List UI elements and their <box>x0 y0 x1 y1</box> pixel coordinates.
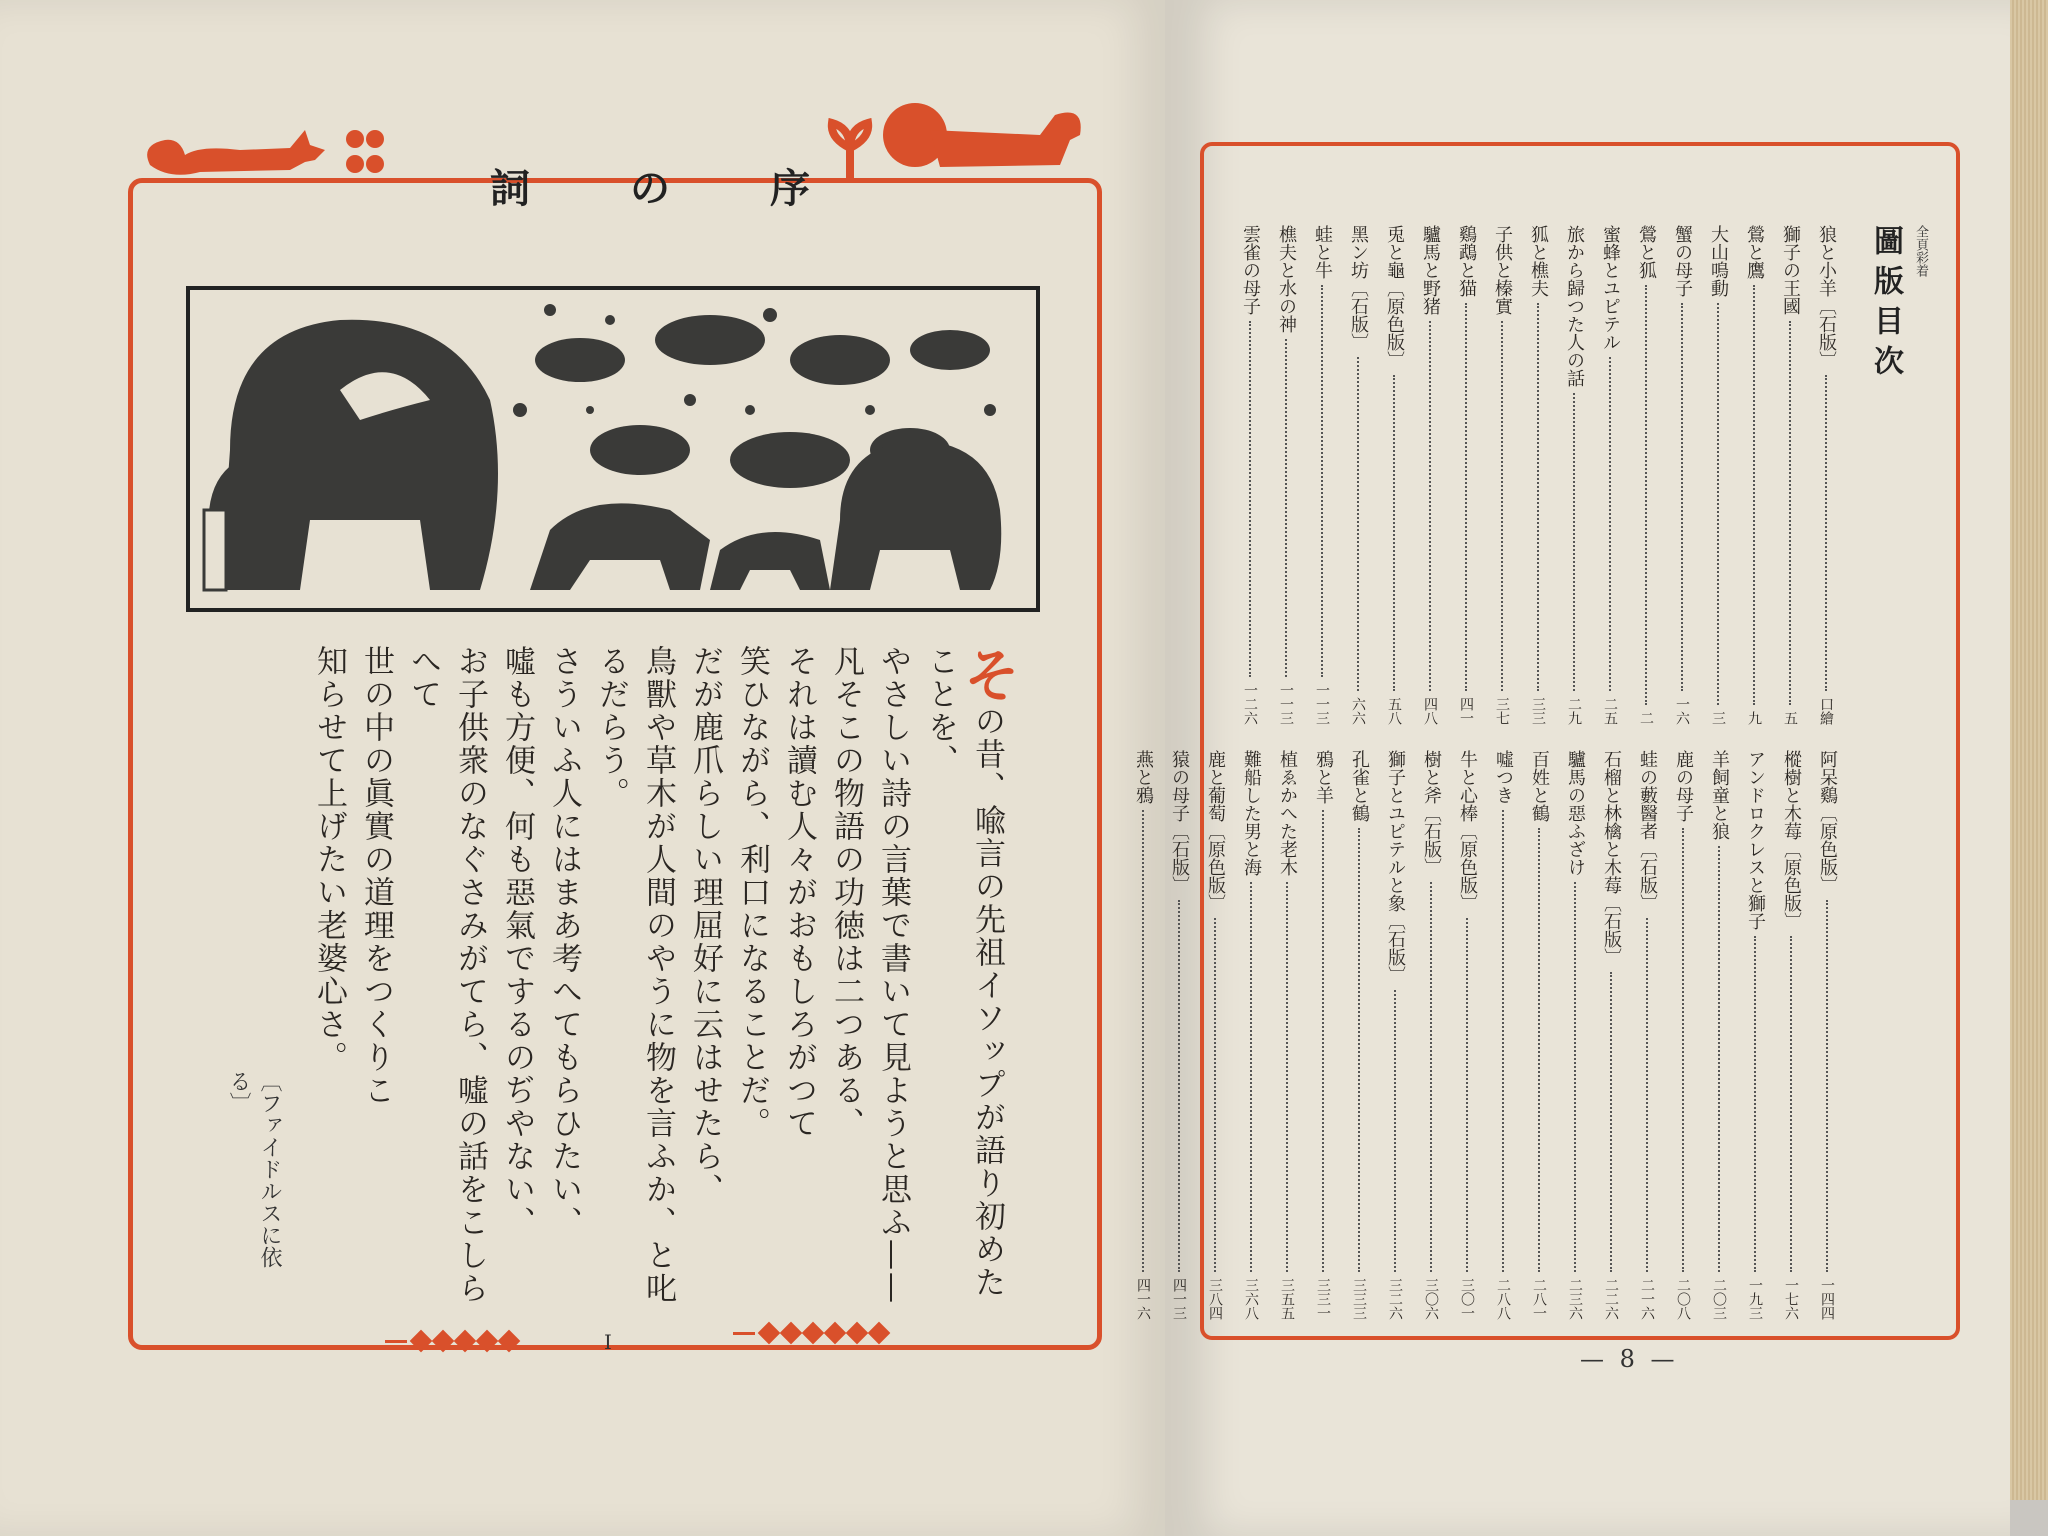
toc-entry-page: 三三 <box>1530 697 1546 725</box>
toc-entry-leader <box>1394 990 1396 1272</box>
toc-entry-leader <box>1214 918 1216 1272</box>
toc-entry-page: 二九 <box>1566 697 1582 725</box>
toc-entry-page: 五八 <box>1386 697 1402 725</box>
toc-subtitle-a: 全頁 <box>1913 225 1928 251</box>
body-line: 鳥獸や草木が人間のやうに物を言ふか、と叱るだらう。 <box>593 645 676 1305</box>
toc-subtitle <box>1911 225 1930 725</box>
toc-entry-page: 三五五 <box>1279 1278 1295 1320</box>
toc-upper-section <box>1230 225 1930 725</box>
toc-entry-leader <box>1466 918 1468 1272</box>
toc-entry <box>1740 750 1770 1320</box>
toc-entry <box>1416 750 1446 1320</box>
toc-entry-page: 九 <box>1746 711 1762 725</box>
toc-entry-page: 二八八 <box>1495 1278 1511 1320</box>
title-char: 序 <box>770 164 810 212</box>
toc-entry-label: 鶯と鷹 <box>1744 225 1765 279</box>
toc-entry-label: 樹と斧〔石版〕 <box>1421 750 1442 876</box>
toc-entry <box>1379 225 1409 725</box>
toc-entry <box>1775 225 1805 725</box>
toc-entry <box>1811 225 1841 725</box>
toc-entry-leader <box>1285 339 1287 677</box>
toc-entry <box>1559 225 1589 725</box>
toc-entry-leader <box>1286 882 1288 1272</box>
toc-entry-label: 鷄鵡と猫 <box>1456 225 1477 297</box>
toc-entry-leader <box>1790 936 1792 1272</box>
toc-entry-label: 雲雀の母子 <box>1240 225 1261 315</box>
toc-entry-label: 噓つき <box>1493 750 1514 804</box>
toc-entry-label: 子供と榛實 <box>1492 225 1513 315</box>
toc-entry-label: 獅子とユピテルと象〔石版〕 <box>1385 750 1406 984</box>
drop-cap: そ <box>953 645 1021 705</box>
toc-entry-leader <box>1322 810 1324 1272</box>
toc-entry-leader <box>1645 285 1647 705</box>
toc-entry-page: 三二六 <box>1387 1278 1403 1320</box>
toc-entry-page: 三七 <box>1494 697 1510 725</box>
fox-ornament-icon <box>140 120 340 190</box>
toc-entry-page: 四一六 <box>1135 1278 1151 1320</box>
toc-entry-page: 三六八 <box>1243 1278 1259 1320</box>
toc-entry-page: 三三一 <box>1315 1278 1331 1320</box>
body-line-text: の昔、喩言の先祖イソップが語り初めたことを、 <box>922 645 1005 1299</box>
toc-entry-page: 二〇三 <box>1711 1278 1727 1320</box>
toc-entry-page: 四一 <box>1458 697 1474 725</box>
toc-entry-label: 黑ン坊〔石版〕 <box>1348 225 1369 351</box>
body-line: やさしい詩の言葉で書いて見ようと思ふ—— <box>875 645 911 1305</box>
toc-entry-leader <box>1465 303 1467 691</box>
toc-entry-label: 鹿の母子 <box>1673 750 1694 822</box>
toc-entry-leader <box>1717 303 1719 705</box>
source-credit: 〔ファイドルスに依る〕 <box>226 1070 282 1268</box>
footer-ornament-right <box>733 1325 887 1341</box>
toc-entry <box>1200 750 1230 1320</box>
toc-entry-label: 蛙と牛 <box>1312 225 1333 279</box>
toc-entry-page: 二二六 <box>1603 1278 1619 1320</box>
body-line: さういふ人にはまあ考へてもらひたい、 <box>546 645 582 1239</box>
toc-entry-label: 牛と心棒〔原色版〕 <box>1457 750 1478 912</box>
toc-entry-label: 樅樹と木莓〔原色版〕 <box>1781 750 1802 930</box>
toc-entry <box>1164 750 1194 1320</box>
toc-entry-label: 樵夫と水の神 <box>1276 225 1297 333</box>
toc-entry-label: 阿呆鷄〔原色版〕 <box>1817 750 1838 894</box>
toc-entry-page: 二三六 <box>1567 1278 1583 1320</box>
toc-entry-leader <box>1610 972 1612 1272</box>
toc-entry-page: 三〇六 <box>1423 1278 1439 1320</box>
toc-entry-page: 二八一 <box>1531 1278 1547 1320</box>
toc-entry-page: 五 <box>1782 711 1798 725</box>
toc-entry-label: 鶯と狐 <box>1636 225 1657 279</box>
body-line: 噓も方便、何も惡氣でするのぢやない、 <box>499 645 535 1239</box>
toc-entry-label: 燕と鴉 <box>1133 750 1154 804</box>
toc-entry-label: 狐と樵夫 <box>1528 225 1549 297</box>
toc-entry-leader <box>1537 303 1539 691</box>
toc-lower-section <box>1133 750 1930 1320</box>
toc-entry <box>1739 225 1769 725</box>
toc-entry-page: 三〇一 <box>1459 1278 1475 1320</box>
toc-entry-leader <box>1574 882 1576 1272</box>
toc-subtitle-b: 彩着 <box>1913 251 1928 277</box>
toc-entry-page: 一二六 <box>1242 683 1258 725</box>
preface-title <box>490 150 810 220</box>
toc-entry-label: 蜜蜂とユピテル <box>1600 225 1621 351</box>
toc-entry-page: 六六 <box>1350 697 1366 725</box>
toc-entry <box>1523 225 1553 725</box>
toc-entry-leader <box>1178 900 1180 1272</box>
toc-entry-page: 四八 <box>1422 697 1438 725</box>
animal-woodcut-illustration <box>186 286 1040 612</box>
toc-entry-leader <box>1250 882 1252 1272</box>
body-line: お子供衆のなぐさみがてら、噓の話をこしらへて <box>405 645 488 1305</box>
body-line <box>916 645 1021 1305</box>
toc-entry-leader <box>1789 321 1791 705</box>
title-char: 詞 <box>490 164 530 212</box>
toc-entry <box>1524 750 1554 1320</box>
toc-entry-page: 三三三 <box>1351 1278 1367 1320</box>
toc-entry <box>1128 750 1158 1320</box>
toc-entry-label: 鹿と葡萄〔原色版〕 <box>1205 750 1226 912</box>
toc-entry <box>1703 225 1733 725</box>
toc-entry-leader <box>1754 936 1756 1272</box>
toc-entry <box>1560 750 1590 1320</box>
toc-entry-label: 蟹の母子 <box>1672 225 1693 297</box>
toc-entry-leader <box>1718 846 1720 1272</box>
toc-entry-leader <box>1646 918 1648 1272</box>
toc-entry-leader <box>1573 393 1575 691</box>
toc-title: 圖版目次 <box>1868 225 1903 385</box>
toc-entry-label: 兎と龜〔原色版〕 <box>1384 225 1405 369</box>
toc-entry <box>1487 225 1517 725</box>
body-line: 知らせて上げたい老婆心さ。 <box>311 645 347 1074</box>
toc-entry-leader <box>1502 810 1504 1272</box>
toc-entry <box>1451 225 1481 725</box>
page-edge <box>2010 0 2048 1500</box>
toc-entry-leader <box>1825 375 1827 691</box>
toc-entry-label: 石榴と林檎と木莓〔石版〕 <box>1601 750 1622 966</box>
toc-entry <box>1308 750 1338 1320</box>
body-line: だが鹿爪らしい理屈好に云はせたら、 <box>687 645 723 1206</box>
toc-entry-page: 一九三 <box>1747 1278 1763 1320</box>
lion-ornament-icon <box>870 95 1090 185</box>
toc-entry <box>1452 750 1482 1320</box>
toc-entry-leader <box>1429 321 1431 691</box>
toc-entry <box>1236 750 1266 1320</box>
toc-entry-label: 驢馬の惡ふざけ <box>1565 750 1586 876</box>
toc-entry <box>1632 750 1662 1320</box>
toc-entry-leader <box>1609 357 1611 691</box>
toc-entry <box>1380 750 1410 1320</box>
toc-entry-page: 四一三 <box>1171 1278 1187 1320</box>
toc-entry-page: 三 <box>1710 711 1726 725</box>
toc-entry <box>1667 225 1697 725</box>
toc-lower-list <box>1122 750 1842 1320</box>
toc-entry-page: 二〇八 <box>1675 1278 1691 1320</box>
toc-entry-leader <box>1501 321 1503 691</box>
toc-entry-label: 孔雀と鶴 <box>1349 750 1370 822</box>
body-line: それは讀む人々がおもしろがつて <box>781 645 817 1140</box>
toc-upper-list <box>1229 225 1841 725</box>
toc-entry <box>1595 225 1625 725</box>
toc-entry-label: 大山鳴動 <box>1708 225 1729 297</box>
toc-entry <box>1271 225 1301 725</box>
toc-entry <box>1235 225 1265 725</box>
toc-entry <box>1668 750 1698 1320</box>
toc-entry-label: 難船した男と海 <box>1241 750 1262 876</box>
toc-entry-label: 百姓と鶴 <box>1529 750 1550 822</box>
toc-entry-leader <box>1357 357 1359 691</box>
toc-entry-page: 一一三 <box>1278 683 1294 725</box>
toc-entry-page: 二五 <box>1602 697 1618 725</box>
toc-entry <box>1596 750 1626 1320</box>
toc-entry-page: 口繪 <box>1818 697 1834 725</box>
toc-entry <box>1415 225 1445 725</box>
toc-entry-label: 狼と小羊〔石版〕 <box>1816 225 1837 369</box>
toc-entry-label: アンドロクレスと獅子 <box>1745 750 1766 930</box>
toc-entry-label: 植ゑかへた老木 <box>1277 750 1298 876</box>
toc-entry-leader <box>1538 828 1540 1272</box>
toc-entry-page: 二 <box>1638 711 1654 725</box>
toc-entry-page: 一四四 <box>1819 1278 1835 1320</box>
title-char: の <box>630 164 670 212</box>
toc-entry-label: 猿の母子〔石版〕 <box>1169 750 1190 894</box>
toc-entry-leader <box>1681 303 1683 691</box>
toc-entry-leader <box>1358 828 1360 1272</box>
toc-entry-label: 驢馬と野猪 <box>1420 225 1441 315</box>
toc-entry-label: 旅から歸つた人の話 <box>1564 225 1585 387</box>
toc-entry-leader <box>1321 285 1323 677</box>
toc-entry-page: 一七六 <box>1783 1278 1799 1320</box>
toc-entry-leader <box>1826 900 1828 1272</box>
toc-entry-label: 獅子の王國 <box>1780 225 1801 315</box>
toc-entry-leader <box>1249 321 1251 677</box>
toc-entry-page: 一一三 <box>1314 683 1330 725</box>
toc-entry-label: 羊飼童と狼 <box>1709 750 1730 840</box>
toc-entry <box>1344 750 1374 1320</box>
toc-entry-label: 蛙の藪醫者〔石版〕 <box>1637 750 1658 912</box>
toc-entry-leader <box>1430 882 1432 1272</box>
toc-entry <box>1343 225 1373 725</box>
body-line: 世の中の眞實の道理をつくりこ <box>358 645 394 1107</box>
toc-entry <box>1631 225 1661 725</box>
animal-woodcut-image <box>190 290 1036 608</box>
clover-ornament-icon <box>340 124 390 184</box>
toc-entry-page: 三八四 <box>1207 1278 1223 1320</box>
page-number-right: — 8 — <box>1580 1345 1679 1373</box>
toc-entry-page: 一六 <box>1674 697 1690 725</box>
footer-ornament-left <box>385 1333 517 1349</box>
toc-entry-label: 鴉と羊 <box>1313 750 1334 804</box>
toc-entry <box>1704 750 1734 1320</box>
body-line: 凡そこの物語の功徳は二つある、 <box>828 645 864 1140</box>
toc-entry <box>1812 750 1842 1320</box>
preface-body-text <box>290 645 1021 1305</box>
toc-entry <box>1488 750 1518 1320</box>
page-number-left: I <box>604 1330 612 1354</box>
toc-entry-leader <box>1682 828 1684 1272</box>
toc-entry-leader <box>1393 375 1395 691</box>
toc-lower-indent <box>1842 750 1930 1320</box>
toc-entry-leader <box>1753 285 1755 705</box>
toc-entry-page: 二一六 <box>1639 1278 1655 1320</box>
toc-entry <box>1272 750 1302 1320</box>
toc-entry <box>1307 225 1337 725</box>
toc-entry <box>1776 750 1806 1320</box>
toc-entry-leader <box>1142 810 1144 1272</box>
body-line: 笑ひながら、利口になることだ。 <box>734 645 770 1140</box>
